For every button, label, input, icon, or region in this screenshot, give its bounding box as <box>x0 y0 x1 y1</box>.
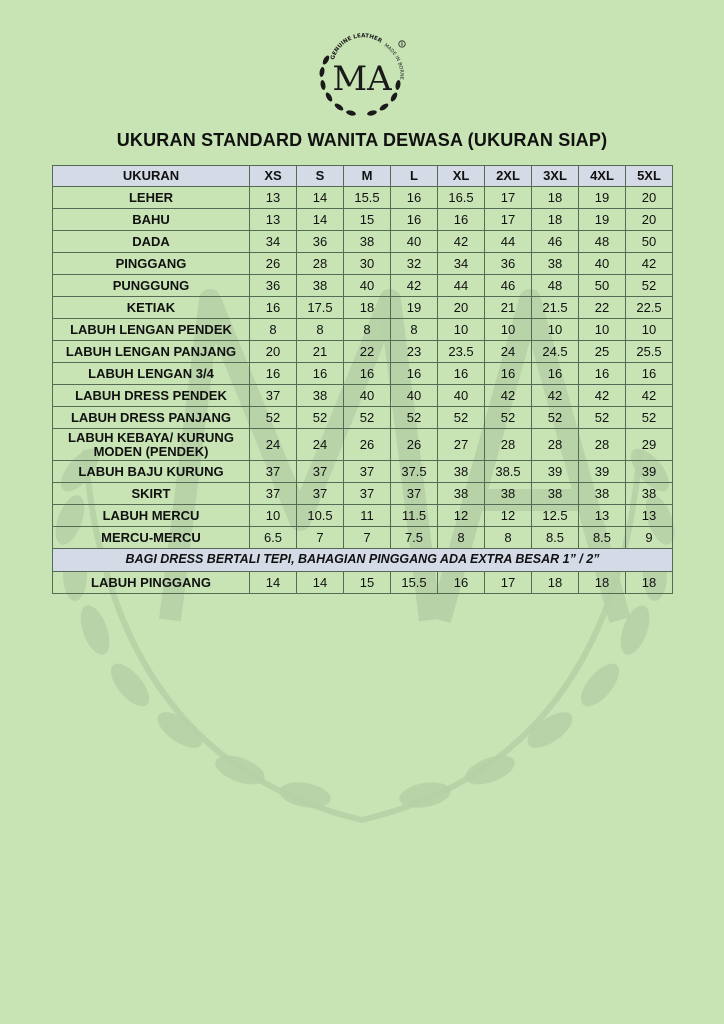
logo-monogram: MA <box>332 59 392 99</box>
table-cell: 8 <box>438 527 485 549</box>
size-chart-table <box>52 165 673 594</box>
table-cell: 16 <box>485 363 532 385</box>
table-cell: 50 <box>626 231 673 253</box>
table-cell: 38 <box>297 385 344 407</box>
table-cell: 16 <box>438 572 485 594</box>
logo-registered-mark: R <box>400 42 404 47</box>
table-cell: 12 <box>438 505 485 527</box>
header-size: XS <box>250 166 297 187</box>
table-cell: 52 <box>250 407 297 429</box>
table-cell: 10 <box>532 319 579 341</box>
table-cell: 16 <box>438 363 485 385</box>
table-cell: 8 <box>297 319 344 341</box>
table-row <box>53 527 673 549</box>
table-cell: 24 <box>485 341 532 363</box>
table-cell: 14 <box>250 572 297 594</box>
table-cell: 40 <box>391 231 438 253</box>
table-row <box>53 341 673 363</box>
logo-side-text: MADE IN BORNE <box>382 43 404 80</box>
table-cell: 26 <box>391 429 438 461</box>
table-cell: 28 <box>532 429 579 461</box>
table-cell: 13 <box>250 209 297 231</box>
table-cell: 17 <box>485 187 532 209</box>
table-cell: 39 <box>532 461 579 483</box>
table-cell: 16 <box>391 209 438 231</box>
table-cell: 21 <box>485 297 532 319</box>
brand-logo <box>312 30 412 122</box>
table-row <box>53 363 673 385</box>
table-row <box>53 319 673 341</box>
table-cell: 27 <box>438 429 485 461</box>
table-row <box>53 461 673 483</box>
row-label: LABUH BAJU KURUNG <box>53 461 250 483</box>
table-cell: 17.5 <box>297 297 344 319</box>
row-label: BAHU <box>53 209 250 231</box>
table-cell: 38 <box>297 275 344 297</box>
table-cell: 44 <box>438 275 485 297</box>
table-cell: 18 <box>532 187 579 209</box>
table-row <box>53 385 673 407</box>
table-cell: 42 <box>438 231 485 253</box>
row-label: LABUH DRESS PENDEK <box>53 385 250 407</box>
table-cell: 8 <box>485 527 532 549</box>
table-row <box>53 253 673 275</box>
table-cell: 42 <box>626 385 673 407</box>
table-cell: 52 <box>579 407 626 429</box>
table-cell: 15.5 <box>344 187 391 209</box>
table-cell: 38 <box>626 483 673 505</box>
table-cell: 38 <box>344 231 391 253</box>
table-cell: 52 <box>532 407 579 429</box>
table-cell: 25.5 <box>626 341 673 363</box>
table-cell: 8 <box>344 319 391 341</box>
table-row <box>53 187 673 209</box>
table-cell: 40 <box>391 385 438 407</box>
table-row <box>53 505 673 527</box>
header-size: S <box>297 166 344 187</box>
table-cell: 18 <box>626 572 673 594</box>
table-row <box>53 407 673 429</box>
header-size: 2XL <box>485 166 532 187</box>
table-cell: 52 <box>626 275 673 297</box>
table-cell: 8.5 <box>579 527 626 549</box>
table-cell: 28 <box>297 253 344 275</box>
table-cell: 16 <box>391 363 438 385</box>
table-cell: 38 <box>438 461 485 483</box>
table-cell: 10 <box>438 319 485 341</box>
table-cell: 17 <box>485 209 532 231</box>
table-cell: 16 <box>344 363 391 385</box>
table-cell: 38 <box>438 483 485 505</box>
header-size: 3XL <box>532 166 579 187</box>
table-cell: 10 <box>579 319 626 341</box>
table-cell: 18 <box>579 572 626 594</box>
table-row <box>53 231 673 253</box>
table-cell: 39 <box>626 461 673 483</box>
table-cell: 21 <box>297 341 344 363</box>
table-cell: 37 <box>297 483 344 505</box>
table-cell: 15.5 <box>391 572 438 594</box>
table-cell: 23.5 <box>438 341 485 363</box>
table-cell: 24 <box>297 429 344 461</box>
table-cell: 36 <box>250 275 297 297</box>
note-text: BAGI DRESS BERTALI TEPI, BAHAGIAN PINGGANG ADA EXTRA BESAR 1” / 2” <box>53 549 673 572</box>
table-cell: 52 <box>391 407 438 429</box>
table-cell: 10 <box>485 319 532 341</box>
table-cell: 20 <box>626 187 673 209</box>
table-cell: 12.5 <box>532 505 579 527</box>
table-cell: 28 <box>485 429 532 461</box>
table-cell: 19 <box>579 187 626 209</box>
row-label: LABUH LENGAN PENDEK <box>53 319 250 341</box>
row-label: LEHER <box>53 187 250 209</box>
table-cell: 28 <box>579 429 626 461</box>
table-cell: 48 <box>579 231 626 253</box>
table-cell: 16 <box>297 363 344 385</box>
header-size: M <box>344 166 391 187</box>
table-cell: 18 <box>344 297 391 319</box>
table-cell: 38.5 <box>485 461 532 483</box>
table-row <box>53 297 673 319</box>
table-cell: 37 <box>297 461 344 483</box>
table-cell: 37 <box>250 483 297 505</box>
table-row <box>53 275 673 297</box>
table-cell: 37 <box>391 483 438 505</box>
header-size: XL <box>438 166 485 187</box>
table-cell: 52 <box>297 407 344 429</box>
table-cell: 21.5 <box>532 297 579 319</box>
table-row <box>53 429 673 461</box>
table-cell: 40 <box>344 385 391 407</box>
table-cell: 13 <box>250 187 297 209</box>
table-cell: 37 <box>344 461 391 483</box>
table-cell: 20 <box>438 297 485 319</box>
table-cell: 10 <box>626 319 673 341</box>
table-row <box>53 209 673 231</box>
table-cell: 16 <box>626 363 673 385</box>
table-cell: 37.5 <box>391 461 438 483</box>
table-cell: 20 <box>626 209 673 231</box>
table-cell: 36 <box>485 253 532 275</box>
logo-arc-text: GENUINE LEATHER <box>330 33 383 61</box>
table-cell: 25 <box>579 341 626 363</box>
table-cell: 19 <box>579 209 626 231</box>
row-label: SKIRT <box>53 483 250 505</box>
row-label: LABUH LENGAN PANJANG <box>53 341 250 363</box>
table-cell: 14 <box>297 572 344 594</box>
table-header-row <box>53 166 673 187</box>
table-cell: 8 <box>391 319 438 341</box>
row-label: LABUH MERCU <box>53 505 250 527</box>
table-cell: 37 <box>250 385 297 407</box>
table-cell: 34 <box>250 231 297 253</box>
row-label: DADA <box>53 231 250 253</box>
header-label: UKURAN <box>53 166 250 187</box>
table-cell: 37 <box>344 483 391 505</box>
table-cell: 22.5 <box>626 297 673 319</box>
table-cell: 24.5 <box>532 341 579 363</box>
table-cell: 14 <box>297 187 344 209</box>
table-cell: 7 <box>344 527 391 549</box>
table-cell: 17 <box>485 572 532 594</box>
table-cell: 16 <box>579 363 626 385</box>
table-cell: 20 <box>250 341 297 363</box>
table-cell: 40 <box>344 275 391 297</box>
table-cell: 16.5 <box>438 187 485 209</box>
table-cell: 8.5 <box>532 527 579 549</box>
table-cell: 18 <box>532 572 579 594</box>
table-cell: 42 <box>532 385 579 407</box>
table-cell: 16 <box>250 297 297 319</box>
table-row <box>53 572 673 594</box>
row-label: KETIAK <box>53 297 250 319</box>
table-cell: 10 <box>250 505 297 527</box>
table-cell: 24 <box>250 429 297 461</box>
table-cell: 16 <box>438 209 485 231</box>
table-cell: 52 <box>485 407 532 429</box>
table-cell: 14 <box>297 209 344 231</box>
header-size: L <box>391 166 438 187</box>
table-cell: 38 <box>532 253 579 275</box>
table-cell: 38 <box>579 483 626 505</box>
row-label: PINGGANG <box>53 253 250 275</box>
table-cell: 52 <box>438 407 485 429</box>
table-cell: 42 <box>626 253 673 275</box>
row-label: LABUH LENGAN 3/4 <box>53 363 250 385</box>
table-cell: 32 <box>391 253 438 275</box>
table-cell: 46 <box>532 231 579 253</box>
table-cell: 7.5 <box>391 527 438 549</box>
table-cell: 26 <box>344 429 391 461</box>
table-row <box>53 483 673 505</box>
table-cell: 19 <box>391 297 438 319</box>
header-size: 4XL <box>579 166 626 187</box>
header-size: 5XL <box>626 166 673 187</box>
table-cell: 13 <box>626 505 673 527</box>
table-cell: 38 <box>532 483 579 505</box>
row-label: LABUH KEBAYA/ KURUNG MODEN (PENDEK) <box>53 429 250 461</box>
row-label: LABUH DRESS PANJANG <box>53 407 250 429</box>
table-cell: 39 <box>579 461 626 483</box>
table-cell: 11.5 <box>391 505 438 527</box>
table-cell: 42 <box>485 385 532 407</box>
table-cell: 48 <box>532 275 579 297</box>
table-cell: 16 <box>391 187 438 209</box>
table-cell: 22 <box>344 341 391 363</box>
table-cell: 16 <box>250 363 297 385</box>
table-cell: 11 <box>344 505 391 527</box>
table-cell: 9 <box>626 527 673 549</box>
table-cell: 13 <box>579 505 626 527</box>
table-cell: 26 <box>250 253 297 275</box>
table-cell: 40 <box>438 385 485 407</box>
table-cell: 52 <box>344 407 391 429</box>
row-label: PUNGGUNG <box>53 275 250 297</box>
table-cell: 46 <box>485 275 532 297</box>
table-cell: 10.5 <box>297 505 344 527</box>
table-cell: 18 <box>532 209 579 231</box>
table-cell: 7 <box>297 527 344 549</box>
page-title: UKURAN STANDARD WANITA DEWASA (UKURAN SIAP) <box>116 130 608 150</box>
table-cell: 36 <box>297 231 344 253</box>
table-cell: 8 <box>250 319 297 341</box>
note-row <box>53 549 673 572</box>
table-cell: 44 <box>485 231 532 253</box>
row-label: MERCU-MERCU <box>53 527 250 549</box>
table-cell: 16 <box>532 363 579 385</box>
table-cell: 40 <box>579 253 626 275</box>
table-cell: 15 <box>344 209 391 231</box>
table-cell: 37 <box>250 461 297 483</box>
table-cell: 29 <box>626 429 673 461</box>
table-cell: 23 <box>391 341 438 363</box>
table-cell: 42 <box>391 275 438 297</box>
table-cell: 15 <box>344 572 391 594</box>
table-cell: 42 <box>579 385 626 407</box>
row-label: LABUH PINGGANG <box>53 572 250 594</box>
table-cell: 38 <box>485 483 532 505</box>
table-cell: 22 <box>579 297 626 319</box>
table-cell: 12 <box>485 505 532 527</box>
table-cell: 52 <box>626 407 673 429</box>
table-cell: 30 <box>344 253 391 275</box>
table-cell: 6.5 <box>250 527 297 549</box>
table-cell: 50 <box>579 275 626 297</box>
table-cell: 34 <box>438 253 485 275</box>
